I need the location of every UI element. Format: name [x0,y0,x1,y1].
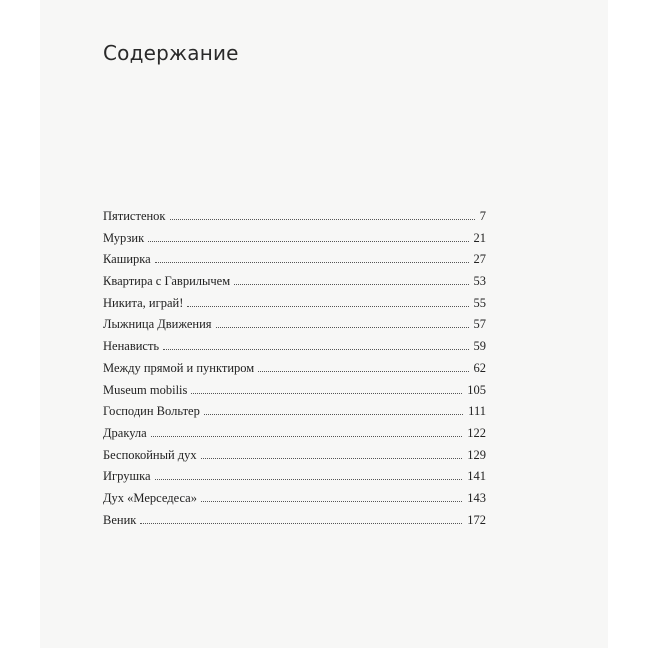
toc-entry-label: Квартира с Гаврилычем [103,274,231,289]
toc-entry[interactable] [103,339,486,361]
toc-entry[interactable] [103,252,486,274]
dot-leader [140,523,462,524]
toc-entry-label: Мурзик [103,230,145,245]
toc-entry-page: 141 [467,469,486,484]
dot-leader [151,436,463,437]
toc-entry[interactable] [103,513,486,535]
toc-entry-label: Между прямой и пунктиром [103,360,255,375]
dot-leader [234,284,468,285]
toc-entry[interactable] [103,448,486,470]
toc-entry-page: 55 [473,295,486,310]
dot-leader [204,414,463,415]
toc-entry-label: Господин Вольтер [103,404,200,419]
toc-entry-label: Дракула [103,425,147,440]
toc-entry-page: 111 [468,404,486,419]
toc-entry-page: 62 [473,360,486,375]
dot-leader [163,349,468,350]
toc-entry-page: 21 [473,230,486,245]
dot-leader [155,262,469,263]
dot-leader [216,327,469,328]
toc-entry[interactable] [103,296,486,318]
toc-entry-label: Пятистенок [103,209,166,223]
toc-entry-page: 129 [467,447,486,462]
dot-leader [258,371,468,372]
toc-entry-page: 122 [467,425,486,440]
toc-entry[interactable] [103,383,486,405]
page-margin-right [608,0,648,648]
toc-entry-label: Каширка [103,252,151,267]
toc-entry[interactable] [103,469,486,491]
toc-entry-label: Лыжница Движения [103,317,212,332]
dot-leader [148,241,468,242]
dot-leader [201,458,463,459]
toc-entry-label: Беспокойный дух [103,447,197,462]
toc-entry-page: 59 [473,339,486,354]
dot-leader [170,219,475,220]
toc-entry-label: Никита, играй! [103,295,184,310]
toc-entry[interactable] [103,361,486,383]
toc-entry-label: Дух «Мерседеса» [103,490,197,505]
page-margin-left [0,0,40,648]
table-of-contents [103,209,486,534]
page-title: Содержание [103,41,239,65]
toc-entry-page: 172 [467,512,486,527]
toc-entry[interactable] [103,426,486,448]
toc-entry[interactable] [103,404,486,426]
toc-entry-page: 143 [467,490,486,505]
toc-entry-label: Ненависть [103,339,160,354]
toc-entry-label: Веник [103,512,137,527]
toc-entry-page: 105 [467,382,486,397]
dot-leader [155,479,463,480]
toc-entry[interactable] [103,274,486,296]
dot-leader [187,306,468,307]
toc-entry-label: Игрушка [103,469,151,484]
toc-entry[interactable] [103,317,486,339]
toc-entry-page: 53 [473,274,486,289]
dot-leader [201,501,462,502]
toc-entry-page: 27 [473,252,486,267]
toc-entry[interactable] [103,231,486,253]
toc-entry-label: Museum mobilis [103,382,188,397]
toc-entry-page: 7 [479,209,486,223]
dot-leader [191,393,462,394]
toc-entry[interactable] [103,209,486,231]
toc-entry-page: 57 [473,317,486,332]
toc-entry[interactable] [103,491,486,513]
